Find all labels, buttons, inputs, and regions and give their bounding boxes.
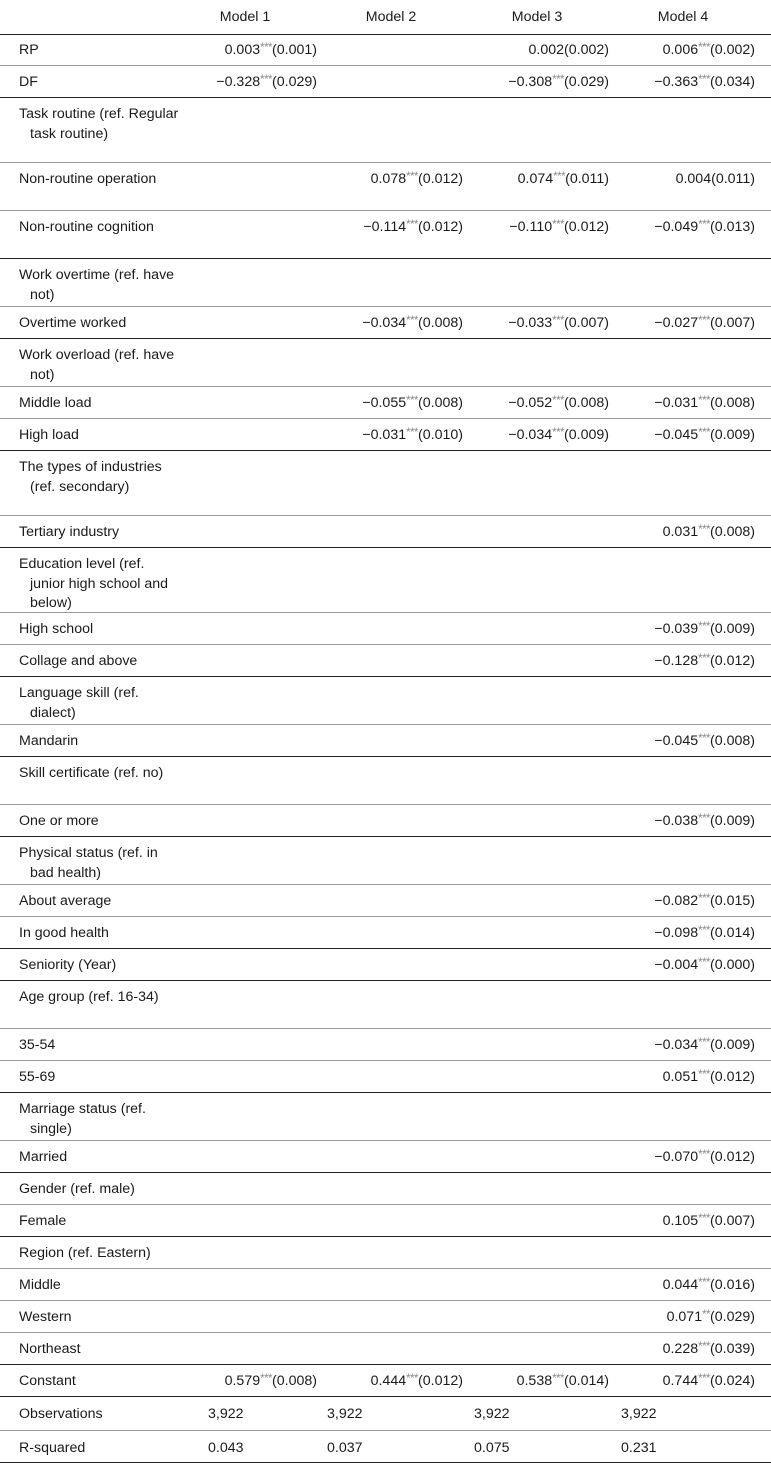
significance-stars: *** (552, 219, 565, 231)
coefficient-cell (654, 314, 755, 335)
standard-error: (0.012) (710, 1149, 755, 1165)
coefficient-cell (529, 41, 609, 61)
coefficient-cell (654, 892, 755, 913)
stats-value: 3,922 (208, 1406, 244, 1422)
significance-stars: *** (698, 925, 711, 937)
standard-error: (0.009) (710, 621, 755, 637)
coefficient-cell (654, 218, 755, 239)
table-row (0, 805, 771, 837)
coefficient-value: −0.004 (654, 957, 699, 973)
coefficient-value: −0.034 (362, 315, 407, 331)
row-label: RP (19, 42, 39, 58)
coefficient-cell (663, 1340, 755, 1361)
standard-error: (0.034) (710, 74, 755, 90)
coefficient-value: 0.006 (662, 42, 699, 58)
table-row (0, 163, 771, 211)
standard-error: (0.008) (710, 733, 755, 749)
standard-error: (0.016) (710, 1277, 755, 1293)
row-label: Marriage status (ref. single) (19, 1101, 146, 1137)
standard-error: (0.000) (710, 957, 755, 973)
coefficient-cell (663, 1276, 755, 1297)
standard-error: (0.008) (564, 395, 609, 411)
coefficient-value: −0.070 (654, 1149, 699, 1165)
standard-error: (0.013) (710, 219, 755, 235)
row-label: Married (19, 1149, 68, 1165)
coefficient-cell (654, 732, 755, 753)
coefficient-value: 0.105 (662, 1213, 699, 1229)
table-row (0, 259, 771, 307)
standard-error: (0.009) (710, 1037, 755, 1053)
row-label: Female (19, 1213, 67, 1229)
significance-stars: *** (698, 1213, 711, 1225)
coefficient-value: 0.074 (517, 171, 554, 187)
coefficient-value: −0.031 (362, 427, 407, 443)
standard-error: (0.008) (272, 1373, 317, 1389)
row-label: Northeast (19, 1341, 81, 1357)
significance-stars: *** (698, 893, 711, 905)
row-label: Language skill (ref. dialect) (19, 685, 139, 721)
significance-stars: *** (698, 315, 711, 327)
coefficient-cell (654, 1148, 755, 1169)
standard-error: (0.002) (710, 42, 755, 58)
stats-label: Observations (19, 1406, 103, 1422)
significance-stars: *** (698, 1277, 711, 1289)
column-header-model-1: Model 1 (219, 9, 271, 25)
standard-error: (0.009) (564, 427, 609, 443)
coefficient-cell (654, 620, 755, 641)
coefficient-cell (654, 812, 755, 833)
significance-stars: ** (702, 1309, 711, 1321)
coefficient-value: 0.071 (666, 1309, 703, 1325)
standard-error: (0.008) (710, 395, 755, 411)
standard-error: (0.001) (272, 42, 317, 58)
coefficient-value: −0.031 (654, 395, 699, 411)
coefficient-value: 0.228 (662, 1341, 699, 1357)
table-row (0, 211, 771, 259)
coefficient-cell (508, 314, 609, 335)
standard-error: (0.008) (418, 315, 463, 331)
standard-error: (0.002) (564, 42, 609, 58)
row-label: 35-54 (19, 1037, 56, 1053)
row-label: High load (19, 427, 79, 443)
standard-error: (0.007) (564, 315, 609, 331)
standard-error: (0.008) (710, 524, 755, 540)
standard-error: (0.029) (710, 1309, 755, 1325)
table-row (0, 451, 771, 516)
coefficient-cell (371, 170, 463, 191)
coefficient-value: −0.363 (654, 74, 699, 90)
coefficient-value: 0.051 (662, 1069, 699, 1085)
coefficient-value: 0.002 (528, 42, 565, 58)
coefficient-value: −0.082 (654, 893, 699, 909)
row-label: Skill certificate (ref. no) (19, 765, 164, 781)
significance-stars: *** (698, 74, 711, 86)
row-label: Overtime worked (19, 315, 127, 331)
stats-value: 0.075 (474, 1440, 510, 1456)
significance-stars: *** (698, 219, 711, 231)
coefficient-value: 0.004 (675, 171, 712, 187)
table-row (0, 1029, 771, 1061)
standard-error: (0.012) (564, 219, 609, 235)
column-header-model-4: Model 4 (657, 9, 709, 25)
table-row (0, 1061, 771, 1093)
significance-stars: *** (698, 395, 711, 407)
column-header-model-2: Model 2 (365, 9, 417, 25)
standard-error: (0.008) (418, 395, 463, 411)
table-row (0, 1269, 771, 1301)
coefficient-value: −0.027 (654, 315, 699, 331)
coefficient-cell (654, 73, 755, 94)
stats-value: 3,922 (474, 1406, 510, 1422)
coefficient-value: 0.538 (516, 1373, 553, 1389)
standard-error: (0.015) (710, 893, 755, 909)
significance-stars: *** (698, 42, 711, 54)
significance-stars: *** (552, 427, 565, 439)
coefficient-cell (663, 1068, 755, 1089)
table-row (0, 1093, 771, 1141)
row-label: Tertiary industry (19, 524, 120, 540)
coefficient-cell (663, 1212, 755, 1233)
table-row (0, 516, 771, 548)
standard-error: (0.007) (710, 315, 755, 331)
coefficient-value: −0.039 (654, 621, 699, 637)
coefficient-value: 0.078 (370, 171, 407, 187)
row-label: Seniority (Year) (19, 957, 117, 973)
significance-stars: *** (406, 219, 419, 231)
coefficient-value: 0.003 (224, 42, 261, 58)
header-row (0, 0, 771, 35)
significance-stars: *** (552, 315, 565, 327)
table-row (0, 548, 771, 613)
row-label: In good health (19, 925, 109, 941)
stats-value: 3,922 (621, 1406, 657, 1422)
table-row (0, 387, 771, 419)
coefficient-cell (654, 1036, 755, 1057)
significance-stars: *** (552, 74, 565, 86)
row-label: Mandarin (19, 733, 79, 749)
coefficient-cell (508, 426, 609, 447)
coefficient-value: −0.049 (654, 219, 699, 235)
coefficient-value: −0.045 (654, 733, 699, 749)
stats-label: R-squared (19, 1440, 86, 1456)
row-label: Task routine (ref. Regular task routine) (19, 106, 179, 142)
coefficient-value: −0.034 (654, 1037, 699, 1053)
coefficient-cell (517, 1372, 609, 1393)
coefficient-value: −0.110 (509, 219, 553, 235)
standard-error: (0.012) (710, 1069, 755, 1085)
table-row (0, 917, 771, 949)
significance-stars: *** (698, 1373, 711, 1385)
table-row (0, 645, 771, 677)
stats-row (0, 1397, 771, 1431)
coefficient-cell (225, 1372, 317, 1393)
row-label: Education level (ref. junior high school and below) (19, 556, 169, 611)
significance-stars: *** (260, 74, 273, 86)
table-row (0, 1365, 771, 1397)
row-label: One or more (19, 813, 99, 829)
row-label: Work overload (ref. have not) (19, 347, 175, 383)
stats-value: 3,922 (327, 1406, 363, 1422)
coefficient-cell (363, 218, 463, 239)
significance-stars: *** (698, 621, 711, 633)
row-label: Region (ref. Eastern) (19, 1245, 151, 1261)
row-label: Non-routine cognition (19, 219, 154, 235)
significance-stars: *** (698, 733, 711, 745)
stats-value: 0.043 (208, 1440, 244, 1456)
significance-stars: *** (698, 653, 711, 665)
standard-error: (0.014) (710, 925, 755, 941)
table-row (0, 757, 771, 805)
significance-stars: *** (552, 1373, 565, 1385)
coefficient-value: 0.031 (662, 524, 699, 540)
significance-stars: *** (406, 171, 419, 183)
coefficient-cell (508, 73, 609, 94)
stats-value: 0.231 (621, 1440, 657, 1456)
coefficient-cell (371, 1372, 463, 1393)
significance-stars: *** (406, 395, 419, 407)
coefficient-value: −0.308 (508, 74, 553, 90)
coefficient-value: −0.052 (508, 395, 553, 411)
coefficient-value: −0.328 (216, 74, 261, 90)
significance-stars: *** (698, 957, 711, 969)
row-label: The types of industries (ref. secondary) (19, 459, 162, 495)
row-label: Middle load (19, 395, 92, 411)
significance-stars: *** (698, 1037, 711, 1049)
coefficient-cell (225, 41, 317, 62)
table-row (0, 307, 771, 339)
row-label: Non-routine operation (19, 171, 157, 187)
table-row (0, 677, 771, 725)
table-row (0, 34, 771, 66)
table-row (0, 981, 771, 1029)
table-row (0, 885, 771, 917)
coefficient-cell (508, 394, 609, 415)
standard-error: (0.011) (711, 171, 755, 187)
coefficient-cell (362, 394, 463, 415)
row-label: Western (19, 1309, 72, 1325)
coefficient-value: −0.034 (508, 427, 553, 443)
significance-stars: *** (552, 395, 565, 407)
standard-error: (0.012) (418, 1373, 463, 1389)
row-label: Age group (ref. 16-34) (19, 989, 159, 1005)
standard-error: (0.011) (565, 171, 609, 187)
coefficient-value: −0.045 (654, 427, 699, 443)
coefficient-cell (663, 523, 755, 544)
standard-error: (0.039) (710, 1341, 755, 1357)
standard-error: (0.010) (418, 427, 463, 443)
coefficient-cell (509, 218, 609, 239)
table-row (0, 613, 771, 645)
coefficient-value: 0.044 (662, 1277, 699, 1293)
standard-error: (0.009) (710, 813, 755, 829)
coefficient-cell (654, 426, 755, 447)
table-row (0, 98, 771, 163)
coefficient-value: −0.033 (508, 315, 553, 331)
significance-stars: *** (698, 524, 711, 536)
significance-stars: *** (406, 1373, 419, 1385)
coefficient-cell (654, 924, 755, 945)
table-row (0, 1301, 771, 1333)
coefficient-value: −0.038 (654, 813, 699, 829)
standard-error: (0.012) (418, 171, 463, 187)
significance-stars: *** (553, 171, 566, 183)
coefficient-cell (654, 956, 755, 977)
stats-value: 0.037 (327, 1440, 363, 1456)
significance-stars: *** (406, 427, 419, 439)
row-label: Work overtime (ref. have not) (19, 267, 175, 303)
coefficient-value: 0.744 (662, 1373, 699, 1389)
row-label: About average (19, 893, 112, 909)
significance-stars: *** (406, 315, 419, 327)
row-label: 55-69 (19, 1069, 56, 1085)
table-row (0, 1333, 771, 1365)
row-label: Middle (19, 1277, 61, 1293)
table-row (0, 339, 771, 387)
significance-stars: *** (698, 813, 711, 825)
coefficient-value: −0.114 (363, 219, 407, 235)
significance-stars: *** (698, 1149, 711, 1161)
stats-row (0, 1431, 771, 1463)
row-label: Physical status (ref. in bad health) (19, 845, 158, 881)
table-row (0, 837, 771, 885)
coefficient-cell (663, 1372, 755, 1393)
table-row (0, 66, 771, 98)
standard-error: (0.014) (564, 1373, 609, 1389)
table-row (0, 1141, 771, 1173)
coefficient-cell (663, 41, 755, 62)
significance-stars: *** (260, 1373, 273, 1385)
table-row (0, 1237, 771, 1269)
significance-stars: *** (698, 427, 711, 439)
coefficient-cell (667, 1308, 755, 1329)
table-row (0, 949, 771, 981)
standard-error: (0.029) (272, 74, 317, 90)
coefficient-value: −0.055 (362, 395, 407, 411)
standard-error: (0.029) (564, 74, 609, 90)
row-label: Gender (ref. male) (19, 1181, 135, 1197)
column-header-model-3: Model 3 (511, 9, 563, 25)
standard-error: (0.012) (710, 653, 755, 669)
significance-stars: *** (698, 1069, 711, 1081)
coefficient-value: 0.579 (224, 1373, 261, 1389)
coefficient-cell (362, 314, 463, 335)
table-row (0, 1173, 771, 1205)
standard-error: (0.009) (710, 427, 755, 443)
coefficient-value: 0.444 (370, 1373, 407, 1389)
table-row (0, 419, 771, 451)
standard-error: (0.007) (710, 1213, 755, 1229)
table-row (0, 725, 771, 757)
row-label: High school (19, 621, 94, 637)
standard-error: (0.024) (710, 1373, 755, 1389)
table-row (0, 1205, 771, 1237)
coefficient-cell (676, 170, 755, 190)
row-label: DF (19, 74, 38, 90)
coefficient-cell (362, 426, 463, 447)
coefficient-cell (654, 652, 755, 673)
significance-stars: *** (260, 42, 273, 54)
coefficient-value: −0.128 (654, 653, 699, 669)
coefficient-cell (654, 394, 755, 415)
row-label: Collage and above (19, 653, 138, 669)
significance-stars: *** (698, 1341, 711, 1353)
coefficient-value: −0.098 (654, 925, 699, 941)
row-label: Constant (19, 1373, 76, 1389)
coefficient-cell (216, 73, 317, 94)
coefficient-cell (518, 170, 609, 191)
standard-error: (0.012) (418, 219, 463, 235)
